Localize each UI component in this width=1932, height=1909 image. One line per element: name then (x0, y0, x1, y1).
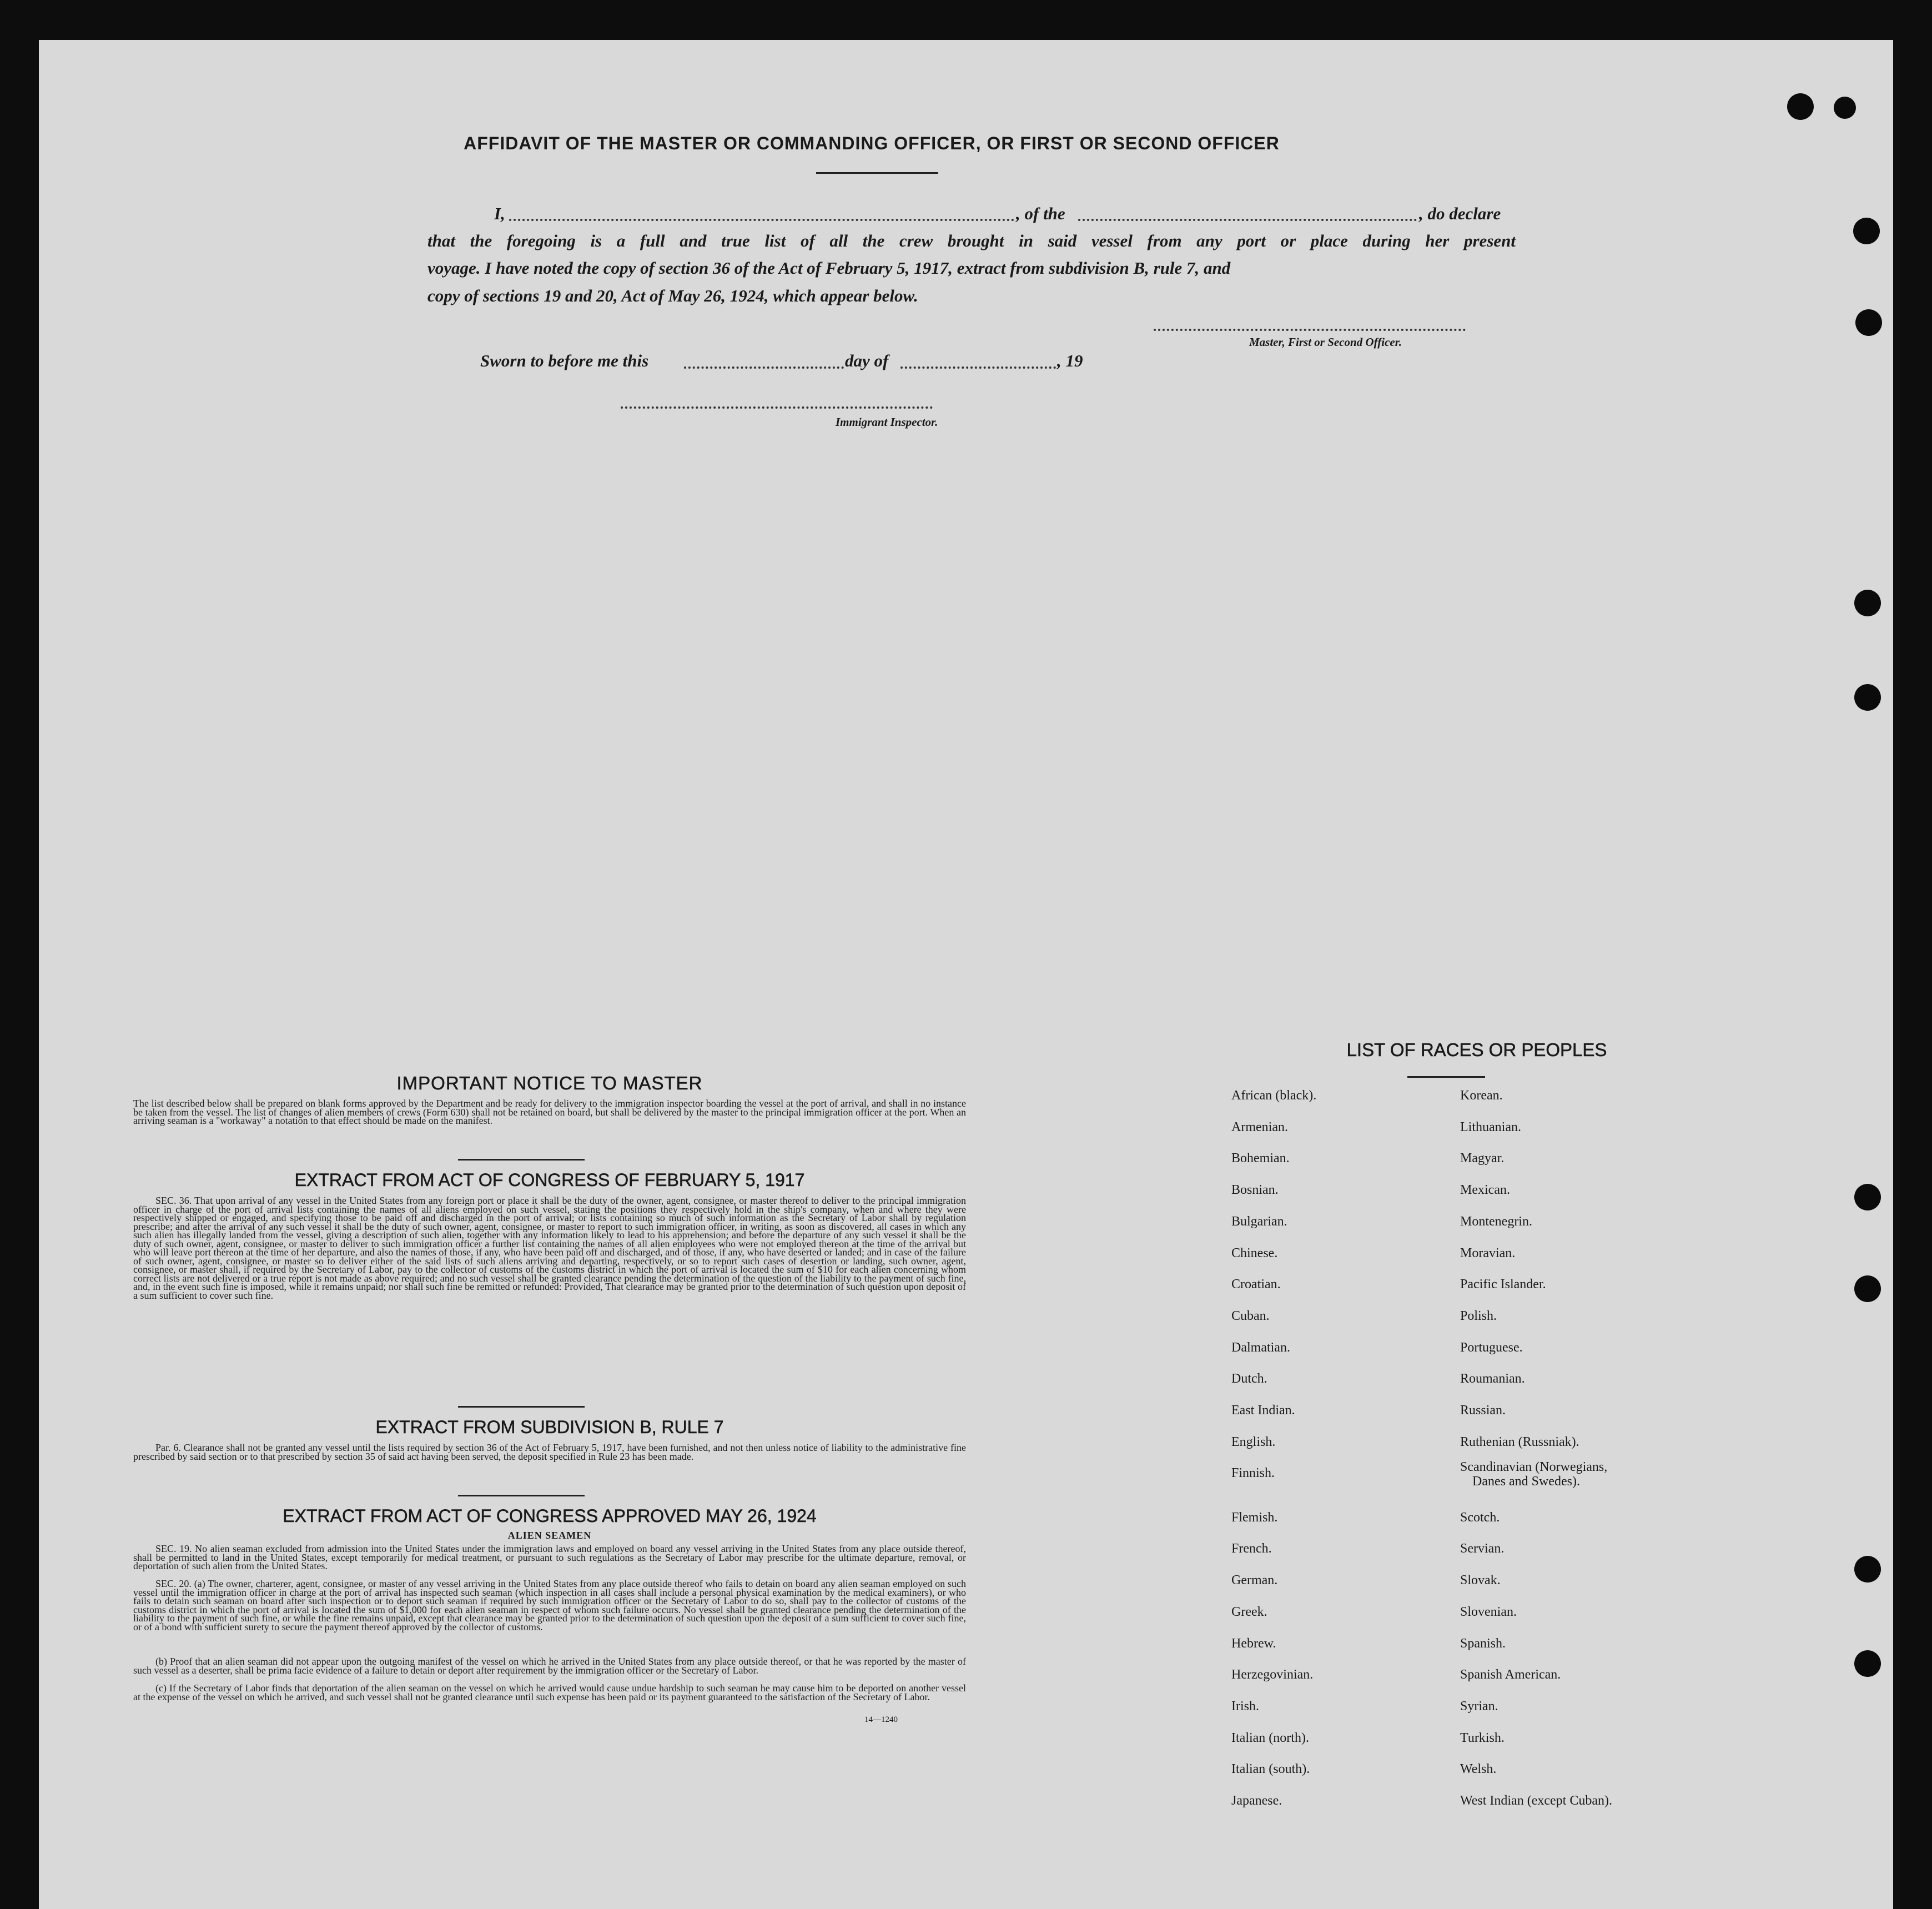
month-blank[interactable] (900, 366, 1056, 369)
affidavit-i: I, (494, 204, 505, 223)
divider (458, 1159, 585, 1161)
punch-hole (1853, 218, 1880, 244)
day-blank[interactable] (684, 366, 844, 369)
punch-hole (1854, 1275, 1881, 1302)
notice-body: The list described below shall be prepared on blank forms approved by the Department and be ready for delivery to the immigration inspector boarding the vessel at the port of arrival, and shall in no instance be taken from the vessel. The list of changes of alien members of crews (Form 630) shall not be retained on board, but shall be delivered by the master to the principal immigration officer at the port. When an arriving seaman is a "workaway" a notation to that effect should be made on the manifest. (133, 1098, 966, 1126)
race-item: Cuban. (1231, 1308, 1270, 1323)
race-item: English. (1231, 1434, 1276, 1449)
race-item: Chinese. (1231, 1245, 1278, 1260)
sec-20a: SEC. 20. (a) The owner, charterer, agent, consignee, or master of any vessel arriving in the United States from any place outside thereof who fails to detain on board any alien seaman employed on such vessel until the immigration officer in charge at the port of arrival has inspected such seaman (which inspection in all cases shall include a personal physical examination by the medical examiners), or who fails to detain such seaman on board after such inspection or to deport such seaman if required by such immigration officer or the Secretary of Labor to do so, shall pay to the collector of customs of the customs district in which the port of arrival is located the sum of $1,000 for each alien seaman in respect of whom such failure occurs. No vessel shall be granted clearance pending the determination of the liability to the payment of such fine, or while the fine remains unpaid, except that clearance may be granted prior to the determination of such question upon the deposit of a sum sufficient to cover such fine, or of a bond with sufficient surety to secure the payment thereof approved by the collector of customs. (133, 1578, 966, 1632)
race-item: Polish. (1460, 1308, 1497, 1323)
race-item: Slovenian. (1460, 1604, 1517, 1619)
race-item: Danes and Swedes). (1472, 1474, 1580, 1489)
divider (458, 1406, 585, 1408)
race-item: Croatian. (1231, 1277, 1281, 1292)
sworn-prefix: Sworn to before me this (480, 351, 649, 370)
race-item: Russian. (1460, 1403, 1506, 1418)
race-item: African (black). (1231, 1088, 1317, 1103)
sworn-year: , 19 (1057, 351, 1083, 370)
race-item: Finnish. (1231, 1466, 1275, 1481)
notice-title: IMPORTANT NOTICE TO MASTER (396, 1073, 703, 1093)
name-blank[interactable] (509, 219, 1014, 221)
extract-1917-title: EXTRACT FROM ACT OF CONGRESS OF FEBRUARY 5, 1917 (294, 1170, 805, 1190)
race-item: Armenian. (1231, 1119, 1288, 1134)
race-item: Slovak. (1460, 1573, 1501, 1588)
race-item: German. (1231, 1573, 1278, 1588)
race-item: Dutch. (1231, 1372, 1267, 1386)
master-signature-line[interactable] (1154, 329, 1466, 331)
race-item: Lithuanian. (1460, 1119, 1521, 1134)
race-item: Spanish American. (1460, 1667, 1561, 1682)
race-item: Portuguese. (1460, 1340, 1523, 1355)
divider (1407, 1076, 1485, 1078)
race-item: Scandinavian (Norwegians, (1460, 1460, 1608, 1475)
punch-hole (1854, 1650, 1881, 1677)
document-page (39, 40, 1893, 1909)
race-item: Korean. (1460, 1088, 1503, 1103)
race-item: Flemish. (1231, 1510, 1278, 1525)
punch-hole (1854, 1556, 1881, 1583)
race-item: Greek. (1231, 1604, 1267, 1619)
extract-1917-body: SEC. 36. That upon arrival of any vessel in the United States from any foreign port or place it shall be the duty of the owner, agent, consignee, or master thereof to deliver to the principal immigration officer in charge of the port of arrival lists containing the names of all aliens employed on such vessel, stating the positions they respectively hold in the ship's company, when and where they were respectively shipped or engaged, and specifying those to be paid off and discharged in the port of arrival; or lists containing so much of such information as the Secretary of Labor shall by regulation prescribe; and after the arrival of any such vessel it shall be the duty of such owner, agent, consignee, or master to report to such immigration officer, in writing, as soon as discovered, all cases in which any such alien has illegally landed from the vessel, giving a description of such alien, together with any information likely to lead to his apprehension; and before the departure of any such vessel it shall be the duty of such owner, agent, consignee, or master to deliver to such immigration officer a further list containing the names of all alien employees who were not employed thereon at the time of the arrival but who will leave port thereon at the time of her departure, and also the names of those, if any, who have been paid off and discharged, and of those, if any, who have deserted or landed; and in case of the failure of such owner, agent, consignee, or master so to deliver either of the said lists of such aliens arriving and departing, respectively, or so to report such cases of desertion or landing, such owner, agent, consignee, or master shall, if required by the Secretary of Labor, pay to the collector of customs of the customs district in which the port of arrival is located the sum of $10 for each alien concerning whom correct lists are not delivered or a true report is not made as above required; and no such vessel shall be granted clearance pending the determination of the question of the liability to the payment of such fine, and, in the event such fine is imposed, while it remains unpaid; nor shall such fine be remitted or refunded: Provided, That clearance may be granted prior to the determination of such question upon deposit of a sum sufficient to cover such fine. (133, 1195, 966, 1301)
race-item: Bosnian. (1231, 1183, 1279, 1198)
race-item: Turkish. (1460, 1730, 1505, 1745)
divider (458, 1495, 585, 1496)
race-item: West Indian (except Cuban). (1460, 1794, 1612, 1808)
race-item: Italian (south). (1231, 1762, 1310, 1777)
race-item: Pacific Islander. (1460, 1277, 1546, 1292)
subdivision-b-title: EXTRACT FROM SUBDIVISION B, RULE 7 (375, 1417, 724, 1437)
race-item: Roumanian. (1460, 1372, 1525, 1386)
punch-hole (1787, 93, 1814, 120)
race-item: Moravian. (1460, 1245, 1516, 1260)
race-item: Mexican. (1460, 1183, 1510, 1198)
punch-hole (1834, 97, 1856, 119)
sworn-day-of: day of (845, 351, 889, 370)
race-item: Dalmatian. (1231, 1340, 1290, 1355)
divider (816, 172, 938, 174)
form-number: 14—1240 (864, 1715, 898, 1724)
race-item: Welsh. (1460, 1762, 1497, 1777)
punch-hole (1855, 309, 1882, 336)
race-item: Scotch. (1460, 1510, 1500, 1525)
race-item: Montenegrin. (1460, 1214, 1532, 1229)
race-item: East Indian. (1231, 1403, 1295, 1418)
affidavit-do-declare: , do declare (1419, 204, 1501, 223)
vessel-blank[interactable] (1078, 219, 1417, 221)
races-title: LIST OF RACES OR PEOPLES (1346, 1039, 1607, 1060)
punch-hole (1854, 684, 1881, 711)
race-item: Japanese. (1231, 1794, 1282, 1808)
sec-20c: (c) If the Secretary of Labor finds that deportation of the alien seaman on the vessel on which he arrived would cause undue hardship to such seaman he may cause him to be deported on another vessel at the expense of the vessel on which he arrived, and such vessel shall not be granted clearance until such expense has been paid or its payment guaranteed to the satisfaction of the Secretary of Labor. (133, 1682, 966, 1702)
affidavit-title: AFFIDAVIT OF THE MASTER OR COMMANDING OFFICER, OR FIRST OR SECOND OFFICER (464, 133, 1280, 153)
affidavit-line: that the foregoing is a full and true list of all the crew brought in said vessel from any port or place during her present (427, 231, 1516, 250)
sec-20b: (b) Proof that an alien seaman did not appear upon the outgoing manifest of the vessel on which he arrived in the United States from any place outside thereof, or that he was reported by the master of such vessel as a deserter, shall be prima facie evidence of a failure to detain or deport after requirement by the immigration officer or the Secretary of Labor. (133, 1656, 966, 1676)
subdivision-b-body: Par. 6. Clearance shall not be granted any vessel until the lists required by section 36 of the Act of February 5, 1917, have been furnished, and not then unless notice of liability to the administrative fine prescribed by said section or to that prescribed by section 35 of said act having been served, the deposit specified in Rule 23 has been made. (133, 1442, 966, 1462)
race-item: Herzegovinian. (1231, 1667, 1314, 1682)
race-item: Syrian. (1460, 1699, 1498, 1714)
race-item: French. (1231, 1541, 1272, 1556)
race-item: Magyar. (1460, 1151, 1505, 1166)
race-item: Spanish. (1460, 1636, 1506, 1651)
extract-1924-subtitle: ALIEN SEAMEN (507, 1530, 592, 1541)
punch-hole (1854, 1184, 1881, 1210)
sec-19: SEC. 19. No alien seaman excluded from admission into the United States under the immigration laws and employed on board any vessel arriving in the United States from any place outside thereof, shall be permitted to land in the United States, except temporarily for medical treatment, or pursuant to such regulations as the Secretary of Labor may prescribe for the ultimate departure, removal, or deportation of such alien from the United States. (133, 1543, 966, 1571)
race-item: Italian (north). (1231, 1730, 1309, 1745)
race-item: Hebrew. (1231, 1636, 1276, 1651)
master-signature-label: Master, First or Second Officer. (1249, 335, 1402, 349)
extract-1924-title: EXTRACT FROM ACT OF CONGRESS APPROVED MAY 26, 1924 (283, 1506, 817, 1526)
race-item: Servian. (1460, 1541, 1505, 1556)
affidavit-line: copy of sections 19 and 20, Act of May 26, 1924, which appear below. (427, 286, 918, 305)
race-item: Irish. (1231, 1699, 1259, 1714)
inspector-signature-line[interactable] (621, 406, 933, 409)
inspector-signature-label: Immigrant Inspector. (836, 415, 938, 429)
race-item: Bohemian. (1231, 1151, 1290, 1166)
race-item: Ruthenian (Russniak). (1460, 1434, 1579, 1449)
punch-hole (1854, 590, 1881, 616)
race-item: Bulgarian. (1231, 1214, 1287, 1229)
affidavit-line: voyage. I have noted the copy of section 36 of the Act of February 5, 1917, extract from subdivision B, rule 7, and (427, 258, 1231, 278)
affidavit-of-the: , of the (1016, 204, 1065, 223)
